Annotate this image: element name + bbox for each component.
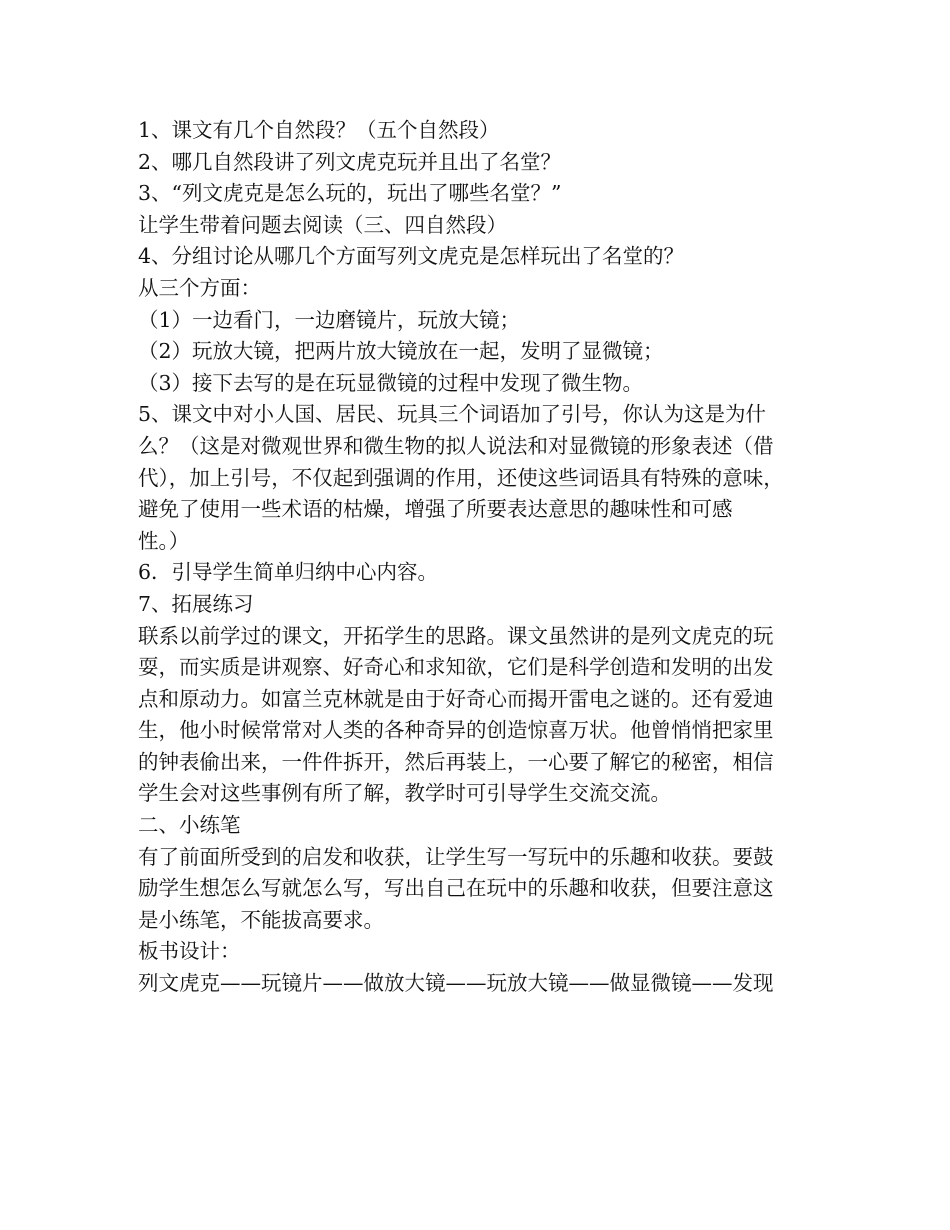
question-2: 2、哪几自然段讲了列文虎克玩并且出了名堂？ [138,149,562,174]
question-3: 3、“列文虎克是怎么玩的，玩出了哪些名堂？” [138,181,562,206]
writing-paragraph-line-3: 是小练笔，不能拔高要求。 [138,907,384,932]
board-design-heading: 板书设计： [138,939,241,964]
question-4: 4、分组讨论从哪几个方面写列文虎克是怎样玩出了名堂的？ [138,244,685,269]
three-aspects-heading: 从三个方面： [138,275,261,300]
question-5-line-4: 避免了使用一些术语的枯燥，增强了所要表达意思的趣味性和可感 [138,497,733,522]
document-page [138,115,828,1000]
extension-paragraph-line-2: 耍，而实质是讲观察、好奇心和求知欲，它们是科学创造和发明的出发 [138,655,774,680]
extension-paragraph-line-5: 的钟表偷出来，一件件拆开，然后再装上，一心要了解它的秘密，相信 [138,749,774,774]
step-6: 6．引导学生简单归纳中心内容。 [138,560,439,585]
extension-paragraph-line-4: 生，他小时候常常对人类的各种奇异的创造惊喜万状。他曾悄悄把家里 [138,718,774,743]
aspect-3: （3）接下去写的是在玩显微镜的过程中发现了微生物。 [138,370,644,395]
question-5-line-3: 代），加上引号，不仅起到强调的作用，还使这些词语具有特殊的意味， [138,465,784,490]
board-design-flow: 列文虎克——玩镜片——做放大镜——玩放大镜——做显微镜——发现 [138,971,774,996]
aspect-1: （1）一边看门，一边磨镜片，玩放大镜； [138,307,521,332]
question-5-line-5: 性。） [138,528,190,553]
reading-instruction: 让学生带着问题去阅读（三、四自然段） [138,212,507,237]
writing-paragraph-line-1: 有了前面所受到的启发和收获，让学生写一写玩中的乐趣和收获。要鼓 [138,844,774,869]
extension-paragraph-line-1: 联系以前学过的课文，开拓学生的思路。课文虽然讲的是列文虎克的玩 [138,623,774,648]
step-7-heading: 7、拓展练习 [138,591,254,616]
aspect-2: （2）玩放大镜，把两片放大镜放在一起，发明了显微镜； [138,339,664,364]
question-1: 1、课文有几个自然段？（五个自然段） [138,118,500,142]
extension-paragraph-line-6: 学生会对这些事例有所了解，教学时可引导学生交流交流。 [138,781,671,806]
question-5-line-1: 5、课文中对小人国、居民、玩具三个词语加了引号，你认为这是为什 [138,402,767,427]
writing-paragraph-line-2: 励学生想怎么写就怎么写，写出自己在玩中的乐趣和收获，但要注意这 [138,876,774,901]
question-5-line-2: 么？（这是对微观世界和微生物的拟人说法和对显微镜的形象表述（借 [138,433,774,458]
extension-paragraph-line-3: 点和原动力。如富兰克林就是由于好奇心而揭开雷电之谜的。还有爱迪 [138,686,774,711]
section-2-heading: 二、小练笔 [138,813,241,838]
